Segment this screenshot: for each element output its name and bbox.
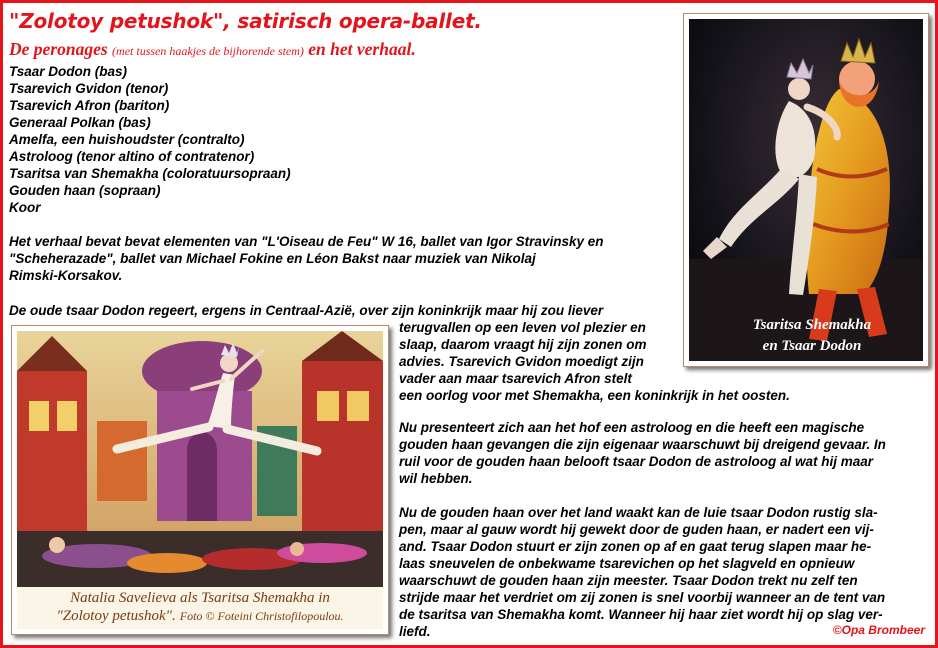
photo-caption-title: "Zolotoy petushok". <box>56 608 176 624</box>
photo-frame <box>689 19 923 361</box>
cast-item: Generaal Polkan (bas) <box>9 115 151 130</box>
photo-caption-line-1: Natalia Savelieva als Tsaritsa Shemakha in <box>70 590 330 606</box>
photo-caption-line-1: Tsaritsa Shemakha <box>752 317 872 333</box>
subtitle-main: De peronages <box>9 39 108 59</box>
photo-caption-line-2: en Tsaar Dodon <box>762 338 862 354</box>
photo-credit: Foto © Foteini Christofilopoulou. <box>179 609 344 623</box>
photo-savelieva <box>11 325 389 635</box>
cast-item: Tsaar Dodon (bas) <box>9 64 128 79</box>
cast-item: Amelfa, een huishoudster (contralto) <box>9 132 245 147</box>
story-line: De oude tsaar Dodon regeert, ergens in Centraal-Azië, over zijn koninkrijk maar hij zou liever <box>9 303 604 318</box>
story-line: slaap, daarom vraagt hij zijn zonen om <box>399 337 647 352</box>
story-line: laas sneuvelen de onbekwame tsarevichen op het slagveld en opnieuw <box>399 556 855 571</box>
copyright-credit: ©Opa Brombeer <box>832 623 925 637</box>
story-line: "Scheherazade", ballet van Michael Fokine en Léon Bakst naar muziek van Nikolaj <box>9 251 536 266</box>
story-line: ruil voor de gouden haan belooft tsaar Dodon de astroloog al wat hij maar <box>399 454 874 469</box>
photo-shemakha-dodon <box>683 13 929 367</box>
story-line: Rimski-Korsakov. <box>9 268 123 283</box>
story-line: de tsaritsa van Shemakha komt. Wanneer hij haar ziet wordt hij op slag ver- <box>399 607 883 622</box>
story-line: waarschuwt de gouden haan zijn meester. Tsaar Dodon trekt nu zelf ten <box>399 573 858 588</box>
story-line: Nu de gouden haan over het land waakt kan de luie tsaar Dodon rustig sla- <box>399 505 878 520</box>
subtitle-end: en het verhaal. <box>308 39 416 59</box>
cast-item: Tsarevich Afron (bariton) <box>9 98 170 113</box>
cast-item: Gouden haan (sopraan) <box>9 183 161 198</box>
cast-list <box>9 63 291 216</box>
story-line: liefd. <box>399 624 431 639</box>
story-line: gouden haan gevangen die zijn eigenaar waarschuwt bij dreigend gevaar. In <box>399 437 886 452</box>
ballet-photo-image <box>17 331 383 629</box>
cast-item: Astroloog (tenor altino of contratenor) <box>9 149 255 164</box>
story-paragraph-4 <box>399 504 885 640</box>
story-line: vader aan maar tsarevich Afron stelt <box>399 371 632 386</box>
story-line: een oorlog voor met Shemakha, een koninkrijk in het oosten. <box>399 388 790 403</box>
page-title: "Zolotoy petushok", satirisch opera-ballet. <box>9 9 482 33</box>
photo-frame <box>17 331 383 629</box>
story-line: pen, maar al gauw wordt hij gewekt door de guden haan, er nadert een vij- <box>399 522 874 537</box>
story-line: Nu presenteert zich aan het hof een astroloog en die heeft een magische <box>399 420 865 435</box>
cast-item: Tsarevich Gvidon (tenor) <box>9 81 169 96</box>
subtitle-note: (met tussen haakjes de bijhorende stem) <box>112 44 304 58</box>
story-line: wil hebben. <box>399 471 473 486</box>
story-line: Het verhaal bevat bevat elementen van "L'Oiseau de Feu" W 16, ballet van Igor Stravinsky en <box>9 234 604 249</box>
section-subtitle <box>9 39 416 60</box>
story-line: strijde maar het verdriet om zij zonen is snel voorbij wanneer an de tent van <box>399 590 886 605</box>
story-paragraph-3 <box>399 419 886 487</box>
story-line: and. Tsaar Dodon stuurt er zijn zonen op af en gaat terug slapen maar he- <box>399 539 872 554</box>
cast-item: Tsaritsa van Shemakha (coloratuursopraan) <box>9 166 291 181</box>
story-line: advies. Tsarevich Gvidon moedigt zijn <box>399 354 644 369</box>
cast-item: Koor <box>9 200 41 215</box>
story-paragraph-1 <box>9 233 603 284</box>
ballet-photo-image <box>689 19 923 361</box>
photo-caption-line-2 <box>23 607 377 625</box>
photo-caption <box>17 587 383 629</box>
story-line: terugvallen op een leven vol plezier en <box>399 320 646 335</box>
